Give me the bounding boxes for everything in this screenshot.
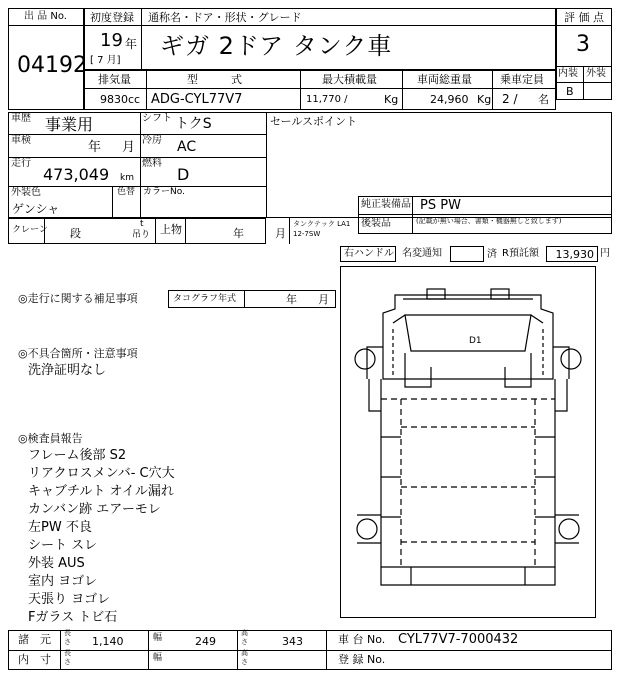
ac-label: 冷房 [142,135,162,146]
lot-label: 出 品 No. [24,11,67,22]
upper-month: 月 [275,227,286,240]
upper-year: 年 [233,227,244,240]
crane-tsuri: 吊り [132,230,151,240]
grade-label: 評 価 点 [564,11,604,24]
inspector-item: 天張り ヨゴレ [28,592,111,607]
gross-weight-label: 車両総重量 [417,73,472,86]
tank-maker: タンクテック LA1 [293,220,351,228]
inspector-item: フレーム後部 S2 [28,448,127,463]
chassis-label: 車 台 No. [338,633,386,646]
gross-weight-unit: Kg [477,93,492,106]
inspector-heading: ◎検査員報告 [18,432,83,445]
reg-year-unit: 年 [125,37,138,51]
chassis-value: CYL77V7-7000432 [398,632,519,647]
tacho-month: 月 [318,293,329,306]
fuel-value: D [177,165,190,184]
interior-label: 内装 [558,68,578,79]
shoen-label: 諸 元 [18,633,51,646]
inspection-month: 月 [122,140,136,155]
displacement-value: 9830 [100,93,128,106]
truck-diagram [340,266,596,618]
damage-mark: D1 [469,336,482,346]
width-value: 249 [195,635,216,648]
length-label-inner-2: さ [64,658,71,666]
truck-outline-icon [341,267,595,617]
model-value: ADG-CYL77V7 [151,92,243,107]
ac-value: AC [177,139,197,155]
genuine-equipment-label: 純正装備品 [361,199,411,210]
aftermarket-note: (記載が無い場合、書類・機器無しと致します) [416,217,562,225]
tacho-year: 年 [286,293,297,306]
displacement-unit: cc [128,93,141,106]
defects-note: 洗浄証明なし [28,363,107,378]
tank-model: 12-7SW [293,230,321,238]
recycle-label: R預託額 [502,248,539,259]
color-no-label: カラーNo. [143,187,185,197]
inspector-list [28,447,175,627]
crane-ton: t [140,219,144,229]
height-label-2: さ [241,638,248,646]
length-label: 長 [64,629,71,637]
inspector-item: 外装 AUS [28,556,85,571]
genuine-equipment-value: PS PW [420,198,461,213]
inspection-year: 年 [88,140,102,155]
height-label: 高 [241,629,248,637]
width-label: 幅 [153,633,163,643]
height-value: 343 [282,635,303,648]
length-label-inner: 長 [64,649,71,657]
reg-year: 19 [100,30,123,51]
aftermarket-label: 後装品 [361,218,391,229]
color-change-label: 色替 [117,187,136,197]
inspector-item: キャブチルト オイル漏れ [28,484,174,499]
recycle-unit: 円 [600,248,610,259]
max-load-label: 最大積載量 [322,73,377,86]
recycle-prefix: 済 [487,249,497,260]
length-value: 1,140 [92,635,124,648]
selling-points-label: セールスポイント [270,115,358,128]
model-label: 型 式 [187,73,242,86]
displacement-label: 排気量 [98,73,131,86]
length-label-2: さ [64,638,71,646]
max-load-value: 11,770 / [306,94,348,105]
exterior-label: 外装 [586,68,606,79]
mileage-value: 473,049 [43,165,110,184]
first-reg-label: 初度登録 [90,11,134,24]
name-change-label: 名変通知 [402,248,442,259]
mileage-label: 走行 [11,158,31,169]
capacity-unit: 名 [538,93,549,106]
capacity-value: 2 / [502,92,518,106]
interior-grade: B [566,85,574,98]
height-label-inner-2: さ [241,658,248,666]
rhd-label: 右ハンドル [344,248,394,259]
vehicle-name: ギガ 2ドア タンク車 [160,32,393,60]
shift-value: トクS [175,116,212,132]
ext-color-label: 外装色 [11,187,41,198]
registration-label: 登 録 No. [338,653,386,666]
history-label: 車歴 [11,113,31,124]
inspector-item: リアクロスメンバ- C穴大 [28,466,175,481]
reg-month: [ 7 月] [90,55,121,66]
inspector-item: カンバン跡 エアーモレ [28,502,161,517]
inspector-item: Fガラス トビ石 [28,610,118,625]
running-heading: ◎走行に関する補足事項 [18,292,138,305]
gross-weight-value: 24,960 [430,93,469,106]
shift-label: シフト [142,113,172,124]
width-label-inner: 幅 [153,653,163,663]
upper-label: 上物 [160,223,182,236]
tacho-label: タコグラフ年式 [173,294,237,304]
naisun-label: 内 寸 [18,653,51,666]
name-change-box [450,246,484,262]
inspector-item: 左PW 不良 [28,520,92,535]
fuel-label: 燃料 [142,158,162,169]
height-label-inner: 高 [241,649,248,657]
lot-number: 04192 [17,53,87,78]
inspector-item: 室内 ヨゴレ [28,574,98,589]
vehicle-label: 通称名・ドア・形状・グレード [148,11,302,24]
capacity-label: 乗車定員 [500,73,544,86]
inspection-label: 車検 [11,135,31,146]
recycle-value: 13,930 [555,248,594,261]
defects-heading: ◎不具合箇所・注意事項 [18,347,138,360]
crane-label: クレーン [12,225,48,235]
inspector-item: シート スレ [28,538,98,553]
grade-value: 3 [576,32,590,57]
history-value: 事業用 [45,115,94,134]
max-load-unit: Kg [384,93,399,106]
mileage-unit: km [120,173,134,183]
ext-color-value: ゲンシャ [12,202,60,216]
crane-dan: 段 [70,227,81,240]
